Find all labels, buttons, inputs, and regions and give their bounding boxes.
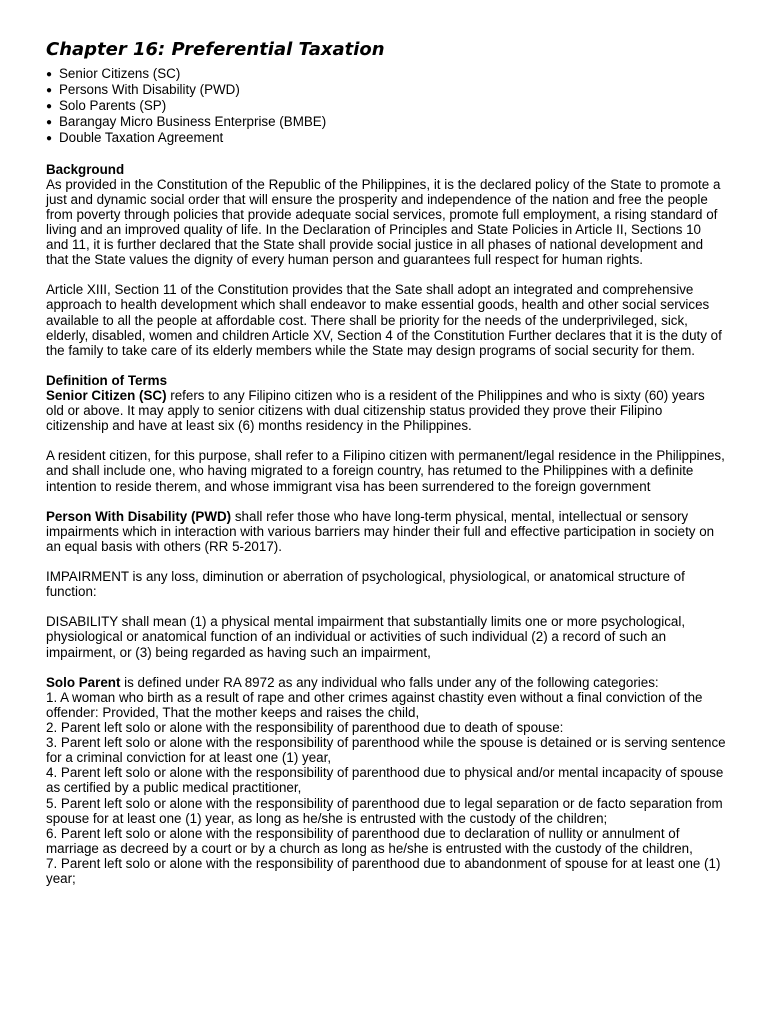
spacer: [46, 660, 726, 675]
spacer: [46, 599, 726, 614]
spacer: [46, 554, 726, 569]
bullet-icon: ●: [46, 133, 53, 145]
document-page: [46, 38, 726, 886]
solo-parent-term: Solo Parent: [46, 674, 121, 690]
topic-item: ● Barangay Micro Business Enterprise (BMBE): [46, 114, 327, 130]
solo-parent-category: 5. Parent left solo or alone with the responsibility of parenthood due to legal separation or de facto separation from spouse for at least one (1) year, as long as he/she is entrusted with the custody of the children;: [46, 795, 723, 826]
pwd-definition: Person With Disability (PWD) shall refer those who have long-term physical, mental, intellectual or sensory impairments which in interaction with various barriers may hinder their full and effective participation in society on an equal basis with others (RR 5-2017).: [46, 508, 715, 554]
resident-citizen-paragraph: A resident citizen, for this purpose, shall refer to a Filipino citizen with permanent/legal residence in the Philippines, and shall include one, who having migrated to a foreign country, has retumed to the Philippines with a definite intention to reside therem, and whose immigrant visa has been surrendered to the foreign government: [46, 448, 725, 494]
senior-citizen-term: Senior Citizen (SC): [46, 387, 167, 403]
solo-parent-category: 6. Parent left solo or alone with the responsibility of parenthood due to declaration of nullity or annulment of marriage as decreed by a court or by a church as long as he/she is entrusted with the custody of the children,: [46, 825, 693, 856]
spacer: [46, 494, 726, 509]
spacer: [46, 358, 726, 373]
topic-item: ● Double Taxation Agreement: [46, 130, 224, 146]
bullet-icon: ●: [46, 85, 53, 97]
topic-item: ● Senior Citizens (SC): [46, 66, 181, 81]
bullet-icon: ●: [46, 101, 53, 113]
background-paragraph-1: As provided in the Constitution of the Republic of the Philippines, it is the declared policy of the State to promote a just and dynamic social order that will ensure the prosperity and independence of the nation and free the people from poverty through policies that provide adequate social services, promote full employment, a rising standard of living and an improved quality of life. In the Declaration of Principles and State Policies in Article II, Sections 10 and 11, it is further declared that the State shall provide social justice in all phases of national development and that the State values the dignity of every human person and guarantees full respect for human rights.: [46, 176, 721, 268]
disability-definition: DISABILITY shall mean (1) a physical mental impairment that substantially limits one or more psychological, physiological or anatomical function of an individual or activities of such individual (2) a record of such an impairment, or (3) being regarded as having such an impairment,: [46, 614, 686, 660]
solo-parent-category: 2. Parent left solo or alone with the responsibility of parenthood due to death of spouse:: [46, 720, 564, 736]
senior-citizen-definition: Senior Citizen (SC) refers to any Filipino citizen who is a resident of the Philippines and who is sixty (60) years old or above. It may apply to senior citizens with dual citizenship status provided they prove their Filipino citizenship and have at least six (6) months residency in the Philippines.: [46, 387, 705, 434]
topic-list: [46, 66, 726, 146]
topic-item: ● Solo Parents (SP): [46, 98, 167, 114]
topic-item: ● Persons With Disability (PWD): [46, 82, 240, 98]
solo-parent-category: 3. Parent left solo or alone with the responsibility of parenthood while the spouse is detained or is serving sentence for a criminal conviction for at least one (1) year,: [46, 735, 726, 766]
bullet-icon: ●: [46, 69, 53, 80]
solo-parent-definition: Solo Parent is defined under RA 8972 as any individual who falls under any of the following categories:: [46, 674, 659, 690]
chapter-title: Chapter 16: Preferential Taxation: [46, 39, 385, 60]
solo-parent-category: 7. Parent left solo or alone with the responsibility of parenthood due to abandonment of spouse for at least one (1) year;: [46, 855, 721, 886]
pwd-term: Person With Disability (PWD): [46, 508, 232, 524]
bullet-icon: ●: [46, 117, 53, 129]
solo-parent-category: 1. A woman who birth as a result of rape and other crimes against chastity even without a final conviction of the offender: Provided, That the mother keeps and raises the child,: [46, 689, 703, 720]
spacer: [46, 433, 726, 448]
background-heading: Background: [46, 161, 125, 177]
definitions-heading: Definition of Terms: [46, 372, 168, 388]
solo-parent-category: 4. Parent left solo or alone with the responsibility of parenthood due to physical and/or mental incapacity of spouse as certified by a public medical practitioner,: [46, 765, 724, 796]
spacer: [46, 146, 726, 161]
impairment-definition: IMPAIRMENT is any loss, diminution or aberration of psychological, physiological, or anatomical structure of function:: [46, 569, 685, 600]
spacer: [46, 267, 726, 282]
background-paragraph-2: Article XIII, Section 11 of the Constitution provides that the Sate shall adopt an integrated and comprehensive approach to health development which shall endeavor to make essential goods, health and other social services available to all the people at affordable cost. There shall be priority for the needs of the underprivileged, sick, elderly, disabled, women and children Article XV, Section 4 of the Constitution Further declares that it is the duty of the family to take care of its elderly members while the State may design programs of social security for them.: [46, 282, 722, 358]
